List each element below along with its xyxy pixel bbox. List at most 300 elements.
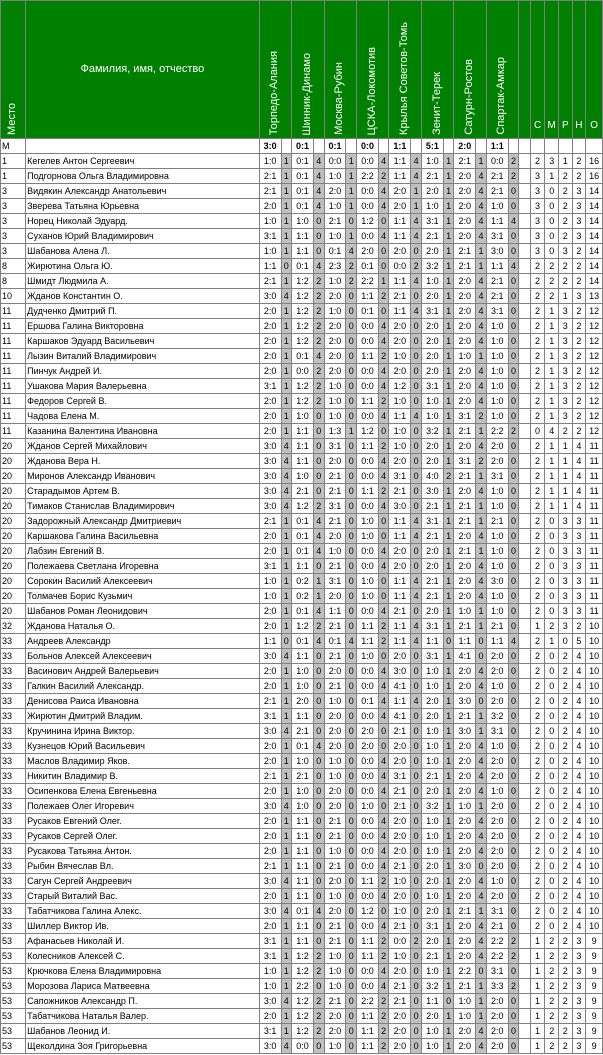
points-cell: 0 xyxy=(346,319,356,334)
points-cell: 0 xyxy=(508,394,518,409)
points-cell: 0 xyxy=(346,604,356,619)
points-cell: 1 xyxy=(411,199,421,214)
prediction-cell: 1:1 xyxy=(292,244,314,259)
stat-c-cell: 2 xyxy=(530,799,545,814)
prediction-cell: 1:0 xyxy=(259,979,281,994)
prediction-cell: 1:1 xyxy=(356,349,378,364)
stat-o-cell: 10 xyxy=(586,889,603,904)
stat-n-cell: 2 xyxy=(572,154,586,169)
prediction-cell: 1:1 xyxy=(292,814,314,829)
points-cell: 4 xyxy=(378,694,388,709)
name-cell: Галкин Василий Александр. xyxy=(26,679,259,694)
points-cell: 1 xyxy=(281,754,291,769)
stat-o-cell: 9 xyxy=(586,994,603,1009)
stat-m-cell: 1 xyxy=(545,439,559,454)
table-row xyxy=(1,169,603,184)
points-cell: 0 xyxy=(346,829,356,844)
prediction-cell: 2:0 xyxy=(454,364,476,379)
stat-m-cell: 0 xyxy=(545,919,559,934)
prediction-cell: 1:1 xyxy=(292,559,314,574)
prediction-cell: 2:0 xyxy=(259,409,281,424)
name-cell: Кузнецов Юрий Васильевич xyxy=(26,739,259,754)
stat-m-cell: 2 xyxy=(545,619,559,634)
name-cell: Русаков Евгений Олег. xyxy=(26,814,259,829)
place-cell: 11 xyxy=(1,394,26,409)
prediction-cell: 1:1 xyxy=(389,214,411,229)
stat-c-cell: 3 xyxy=(530,184,545,199)
prediction-cell: 1:0 xyxy=(389,394,411,409)
stat-m-cell: 2 xyxy=(545,1024,559,1039)
stat-r-cell: 3 xyxy=(559,589,573,604)
stat-c-cell: 2 xyxy=(530,574,545,589)
prediction-cell: 2:0 xyxy=(486,1009,508,1024)
stat-m-cell: 0 xyxy=(545,739,559,754)
stat-r-cell: 3 xyxy=(559,304,573,319)
points-cell: 1 xyxy=(411,184,421,199)
stat-r-cell: 2 xyxy=(559,1009,573,1024)
points-cell: 1 xyxy=(281,844,291,859)
place-cell: 11 xyxy=(1,304,26,319)
stat-c-cell: 2 xyxy=(530,604,545,619)
stat-r-cell: 2 xyxy=(559,709,573,724)
prediction-cell: 2:0 xyxy=(454,214,476,229)
prediction-cell: 1:0 xyxy=(389,949,411,964)
stat-r-cell: 2 xyxy=(559,649,573,664)
points-cell: 2 xyxy=(314,499,324,514)
stat-c-cell: 2 xyxy=(530,589,545,604)
prediction-cell: 0:0 xyxy=(356,859,378,874)
prediction-cell: 2:1 xyxy=(389,859,411,874)
prediction-cell: 2:0 xyxy=(454,784,476,799)
stat-o-cell: 9 xyxy=(586,964,603,979)
points-cell: 1 xyxy=(281,244,291,259)
prediction-cell: 2:1 xyxy=(324,559,346,574)
stat-c-cell: 2 xyxy=(530,874,545,889)
points-cell: 1 xyxy=(443,799,453,814)
points-cell: 0 xyxy=(508,184,518,199)
stat-c-cell: 2 xyxy=(530,634,545,649)
points-cell: 0 xyxy=(346,544,356,559)
points-cell: 0 xyxy=(378,424,388,439)
prediction-cell: 1:0 xyxy=(421,274,443,289)
points-cell: 1 xyxy=(443,229,453,244)
points-cell: 0 xyxy=(314,709,324,724)
prediction-cell: 2:2 xyxy=(486,424,508,439)
prediction-cell: 2:0 xyxy=(454,199,476,214)
prediction-cell: 1:0 xyxy=(324,379,346,394)
points-cell: 0 xyxy=(378,514,388,529)
prediction-cell: 0:0 xyxy=(356,199,378,214)
prediction-cell: 1:0 xyxy=(486,319,508,334)
prediction-cell: 1:0 xyxy=(486,379,508,394)
points-cell: 0 xyxy=(346,919,356,934)
prediction-cell: 3:0 xyxy=(389,499,411,514)
prediction-cell: 2:0 xyxy=(389,829,411,844)
prediction-cell: 1:1 xyxy=(389,409,411,424)
place-cell: 3 xyxy=(1,244,26,259)
prediction-cell: 0:0 xyxy=(356,769,378,784)
prediction-cell: 3:2 xyxy=(421,259,443,274)
points-cell: 2 xyxy=(314,394,324,409)
points-cell: 1 xyxy=(443,454,453,469)
points-cell: 0 xyxy=(378,589,388,604)
prediction-cell: 2:1 xyxy=(389,979,411,994)
prediction-cell: 2:0 xyxy=(486,649,508,664)
stat-o-cell: 9 xyxy=(586,1039,603,1054)
prediction-cell: 1:0 xyxy=(324,769,346,784)
spacer-cell xyxy=(519,514,531,529)
prediction-cell: 2:0 xyxy=(259,889,281,904)
prediction-cell: 0:0 xyxy=(356,964,378,979)
prediction-cell: 2:0 xyxy=(259,664,281,679)
table-row xyxy=(1,514,603,529)
points-cell: 1 xyxy=(476,544,486,559)
points-cell: 0 xyxy=(411,799,421,814)
stat-m-cell: 0 xyxy=(545,844,559,859)
points-cell: 0 xyxy=(508,514,518,529)
points-cell: 4 xyxy=(281,289,291,304)
prediction-cell: 1:1 xyxy=(292,829,314,844)
prediction-cell: 2:0 xyxy=(259,304,281,319)
match-header: Москва-Рубин xyxy=(324,1,356,139)
prediction-cell: 4:1 xyxy=(454,649,476,664)
name-cell: Старый Виталий Вас. xyxy=(26,889,259,904)
prediction-cell: 1:0 xyxy=(324,979,346,994)
spacer-cell xyxy=(519,844,531,859)
points-cell: 4 xyxy=(378,334,388,349)
points-cell: 0 xyxy=(346,769,356,784)
prediction-cell: 1:0 xyxy=(324,754,346,769)
prediction-cell: 3:1 xyxy=(324,439,346,454)
prediction-cell: 3:1 xyxy=(324,574,346,589)
prediction-cell: 1:2 xyxy=(292,949,314,964)
points-cell: 0 xyxy=(508,754,518,769)
points-cell: 0 xyxy=(508,1039,518,1054)
points-cell: 0 xyxy=(314,469,324,484)
place-cell: 33 xyxy=(1,904,26,919)
prediction-cell: 2:0 xyxy=(454,844,476,859)
prediction-cell: 2:0 xyxy=(259,679,281,694)
points-cell: 1 xyxy=(476,709,486,724)
stat-n-cell: 3 xyxy=(572,1039,586,1054)
stat-o-cell: 10 xyxy=(586,709,603,724)
stat-c-cell: 2 xyxy=(530,409,545,424)
points-cell: 0 xyxy=(508,574,518,589)
stat-m-cell: 0 xyxy=(545,724,559,739)
stat-c-cell: 2 xyxy=(530,724,545,739)
points-cell: 1 xyxy=(346,169,356,184)
points-cell: 4 xyxy=(476,529,486,544)
place-cell: 20 xyxy=(1,454,26,469)
prediction-cell: 0:0 xyxy=(292,1039,314,1054)
stat-m-cell: 1 xyxy=(545,454,559,469)
points-cell: 0 xyxy=(508,484,518,499)
match-header: Шинник-Динамо xyxy=(292,1,324,139)
stat-n-cell: 2 xyxy=(572,424,586,439)
prediction-cell: 2:0 xyxy=(389,814,411,829)
points-cell: 2 xyxy=(378,1024,388,1039)
points-cell: 0 xyxy=(378,904,388,919)
points-cell: 1 xyxy=(443,934,453,949)
stat-m-cell: 2 xyxy=(545,934,559,949)
stat-r-cell: 2 xyxy=(559,169,573,184)
points-cell: 2 xyxy=(378,994,388,1009)
points-cell: 1 xyxy=(281,559,291,574)
points-cell: 4 xyxy=(476,484,486,499)
stat-n-cell: 4 xyxy=(572,679,586,694)
prediction-cell: 3:1 xyxy=(421,304,443,319)
spacer-cell xyxy=(519,904,531,919)
place-cell: 20 xyxy=(1,529,26,544)
spacer-cell xyxy=(519,424,531,439)
points-cell: 0 xyxy=(411,739,421,754)
stat-o-cell: 10 xyxy=(586,739,603,754)
points-cell: 4 xyxy=(476,334,486,349)
prediction-cell: 2:1 xyxy=(454,259,476,274)
points-cell: 0 xyxy=(508,694,518,709)
name-cell: Денисова Раиса Ивановна xyxy=(26,694,259,709)
prediction-cell: 1:0 xyxy=(292,799,314,814)
points-cell: 0 xyxy=(346,754,356,769)
points-cell: 4 xyxy=(378,604,388,619)
points-cell: 4 xyxy=(476,439,486,454)
prediction-cell: 2:0 xyxy=(389,559,411,574)
points-cell: 0 xyxy=(411,844,421,859)
spacer-cell xyxy=(519,454,531,469)
table-row xyxy=(1,559,603,574)
table-row xyxy=(1,334,603,349)
points-cell: 0 xyxy=(346,289,356,304)
spacer-cell xyxy=(519,694,531,709)
table-row xyxy=(1,274,603,289)
prediction-cell: 2:0 xyxy=(454,919,476,934)
points-cell: 2 xyxy=(378,289,388,304)
points-cell: 0 xyxy=(314,724,324,739)
table-row xyxy=(1,289,603,304)
points-cell: 0 xyxy=(346,844,356,859)
prediction-cell: 1:2 xyxy=(292,994,314,1009)
points-cell: 0 xyxy=(346,694,356,709)
spacer-cell xyxy=(519,169,531,184)
stat-m-cell: 4 xyxy=(545,424,559,439)
name-cell: Подгорнова Ольга Владимировна xyxy=(26,169,259,184)
table-row xyxy=(1,439,603,454)
points-cell: 4 xyxy=(476,679,486,694)
points-cell: 0 xyxy=(346,934,356,949)
stat-o-cell: 12 xyxy=(586,319,603,334)
stat-r-cell: 2 xyxy=(559,1039,573,1054)
table-row xyxy=(1,814,603,829)
prediction-cell: 2:0 xyxy=(421,544,443,559)
prediction-cell: 1:0 xyxy=(389,424,411,439)
prediction-cell: 2:0 xyxy=(259,1009,281,1024)
points-cell: 2 xyxy=(508,424,518,439)
prediction-cell: 2:0 xyxy=(324,784,346,799)
name-cell: Суханов Юрий Владимирович xyxy=(26,229,259,244)
points-cell: 0 xyxy=(508,274,518,289)
points-cell: 2 xyxy=(378,439,388,454)
stat-n-cell: 2 xyxy=(572,379,586,394)
stat-c-cell: 2 xyxy=(530,814,545,829)
prediction-cell: 3:1 xyxy=(486,964,508,979)
table-row xyxy=(1,349,603,364)
prediction-cell: 1:0 xyxy=(421,739,443,754)
table-row xyxy=(1,649,603,664)
spacer-cell xyxy=(519,874,531,889)
prediction-cell: 2:1 xyxy=(454,469,476,484)
points-cell: 2 xyxy=(378,394,388,409)
points-cell: 2 xyxy=(508,169,518,184)
spacer-cell xyxy=(519,814,531,829)
stat-n-cell: 4 xyxy=(572,919,586,934)
points-cell: 1 xyxy=(281,949,291,964)
points-cell: 0 xyxy=(443,634,453,649)
points-cell: 4 xyxy=(378,964,388,979)
stat-m-cell: 0 xyxy=(545,589,559,604)
name-cell: Щеколдина Зоя Григорьевна xyxy=(26,1039,259,1054)
prediction-cell: 3:0 xyxy=(259,454,281,469)
stat-n-cell: 4 xyxy=(572,439,586,454)
prediction-cell: 2:0 xyxy=(324,1024,346,1039)
points-cell: 4 xyxy=(476,319,486,334)
prediction-cell: 2:0 xyxy=(324,289,346,304)
points-cell: 1 xyxy=(281,784,291,799)
prediction-cell: 1:1 xyxy=(292,454,314,469)
prediction-cell: 3:1 xyxy=(454,409,476,424)
points-cell: 1 xyxy=(281,829,291,844)
prediction-cell: 2:0 xyxy=(324,664,346,679)
points-cell: 0 xyxy=(346,814,356,829)
stat-n-cell: 3 xyxy=(572,529,586,544)
table-row xyxy=(1,199,603,214)
name-cell: Маслов Владимир Яков. xyxy=(26,754,259,769)
stat-n-cell: 2 xyxy=(572,409,586,424)
prediction-cell: 1:2 xyxy=(292,499,314,514)
prediction-cell: 1:1 xyxy=(356,439,378,454)
points-cell: 2 xyxy=(314,964,324,979)
spacer-cell xyxy=(519,784,531,799)
prediction-cell: 2:0 xyxy=(454,334,476,349)
prediction-cell: 3:0 xyxy=(259,289,281,304)
stat-n-cell: 3 xyxy=(572,289,586,304)
place-cell: 20 xyxy=(1,604,26,619)
points-cell: 4 xyxy=(476,874,486,889)
stat-m-cell: 1 xyxy=(545,319,559,334)
prediction-cell: 0:0 xyxy=(486,154,508,169)
points-cell: 0 xyxy=(508,364,518,379)
points-cell: 4 xyxy=(314,514,324,529)
points-cell: 0 xyxy=(346,379,356,394)
prediction-cell: 2:1 xyxy=(454,244,476,259)
prediction-cell: 0:0 xyxy=(356,499,378,514)
stat-r-cell: 3 xyxy=(559,514,573,529)
prediction-cell: 2:1 xyxy=(324,469,346,484)
prediction-cell: 1:0 xyxy=(486,589,508,604)
stat-m-cell: 2 xyxy=(545,289,559,304)
place-cell: 11 xyxy=(1,349,26,364)
points-cell: 0 xyxy=(411,979,421,994)
spacer-cell xyxy=(519,559,531,574)
points-cell: 0 xyxy=(314,829,324,844)
prediction-cell: 3:1 xyxy=(324,499,346,514)
stat-n-cell: 3 xyxy=(572,544,586,559)
prediction-cell: 1:0 xyxy=(454,349,476,364)
table-row xyxy=(1,1024,603,1039)
points-cell: 1 xyxy=(443,919,453,934)
points-cell: 2 xyxy=(378,634,388,649)
stat-o-cell: 13 xyxy=(586,289,603,304)
prediction-cell: 0:0 xyxy=(356,919,378,934)
points-cell: 0 xyxy=(314,754,324,769)
stat-r-cell: 1 xyxy=(559,154,573,169)
points-cell: 0 xyxy=(281,259,291,274)
points-cell: 0 xyxy=(411,994,421,1009)
prediction-cell: 1:1 xyxy=(389,619,411,634)
prediction-cell: 3:1 xyxy=(486,304,508,319)
prediction-cell: 1:0 xyxy=(324,409,346,424)
points-cell: 4 xyxy=(411,589,421,604)
place-cell: 11 xyxy=(1,334,26,349)
points-cell: 1 xyxy=(443,559,453,574)
points-cell: 4 xyxy=(378,559,388,574)
table-row xyxy=(1,244,603,259)
points-cell: 0 xyxy=(346,949,356,964)
prediction-cell: 2:0 xyxy=(486,754,508,769)
points-cell: 4 xyxy=(314,259,324,274)
prediction-cell: 2:0 xyxy=(389,319,411,334)
points-cell: 4 xyxy=(476,184,486,199)
stat-o-cell: 10 xyxy=(586,664,603,679)
prediction-cell: 3:1 xyxy=(259,949,281,964)
stat-c-cell: 2 xyxy=(530,334,545,349)
stat-c-cell: 3 xyxy=(530,229,545,244)
stat-m-cell: 0 xyxy=(545,814,559,829)
prediction-cell: 2:0 xyxy=(324,319,346,334)
points-cell: 0 xyxy=(314,409,324,424)
prediction-cell: 0:0 xyxy=(389,934,411,949)
prediction-cell: 2:0 xyxy=(454,229,476,244)
place-cell: 33 xyxy=(1,649,26,664)
points-cell: 2 xyxy=(443,469,453,484)
stat-c-cell: 1 xyxy=(530,964,545,979)
prediction-cell: 2:1 xyxy=(486,169,508,184)
stat-r-cell: 2 xyxy=(559,949,573,964)
prediction-cell: 1:2 xyxy=(292,319,314,334)
stat-c-cell: 1 xyxy=(530,979,545,994)
points-cell: 0 xyxy=(314,454,324,469)
prediction-cell: 3:1 xyxy=(486,724,508,739)
table-row xyxy=(1,544,603,559)
stat-m-cell: 1 xyxy=(545,499,559,514)
spacer-cell xyxy=(519,229,531,244)
stat-m-cell: 2 xyxy=(545,994,559,1009)
prediction-cell: 2:0 xyxy=(356,244,378,259)
table-row xyxy=(1,859,603,874)
points-cell: 1 xyxy=(443,739,453,754)
points-cell: 1 xyxy=(281,184,291,199)
points-cell: 1 xyxy=(443,604,453,619)
prediction-cell: 2:2 xyxy=(292,979,314,994)
stat-n-cell: 3 xyxy=(572,1024,586,1039)
points-cell: 1 xyxy=(281,364,291,379)
points-cell: 0 xyxy=(314,979,324,994)
stat-m-cell: 1 xyxy=(545,379,559,394)
points-cell: 1 xyxy=(443,394,453,409)
prediction-cell: 2:1 xyxy=(389,724,411,739)
table-row xyxy=(1,694,603,709)
spacer-cell xyxy=(519,304,531,319)
points-cell: 0 xyxy=(346,679,356,694)
